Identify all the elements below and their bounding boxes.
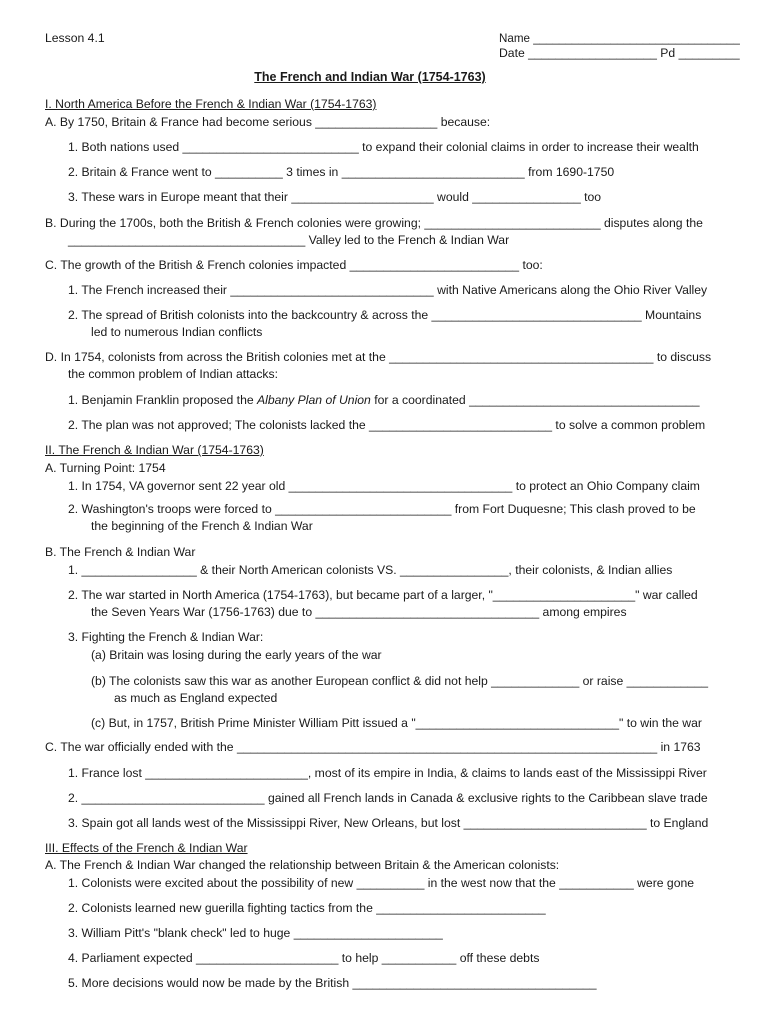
section-1-item-c1: 1. The French increased their ______________________________ with Native Americans along the Ohio River Valley [68, 283, 708, 297]
section-2-item-c1: 1. France lost ________________________, most of its empire in India, & claims to lands east of the Mississippi River [68, 766, 707, 780]
section-3-item-a5: 5. More decisions would now be made by the British ____________________________________ [68, 976, 597, 990]
section-3-item-a2: 2. Colonists learned new guerilla fighting tactics from the _________________________ [68, 901, 546, 915]
section-2-item-a2-line2: the beginning of the French & Indian War [91, 519, 313, 533]
section-3-item-a3: 3. William Pitt's "blank check" led to huge ______________________ [68, 926, 443, 940]
section-1-item-a: A. By 1750, Britain & France had become serious __________________ because: [45, 115, 491, 129]
section-1-item-d-line1: D. In 1754, colonists from across the British colonies met at the _______________________________________ to discuss [45, 350, 712, 364]
albany-plan-text: Albany Plan of Union [257, 393, 371, 407]
section-2-item-b3: 3. Fighting the French & Indian War: [68, 630, 264, 644]
section-1-item-b-line2: ___________________________________ Valley led to the French & Indian War [68, 233, 510, 247]
section-2-item-b2-line2: the Seven Years War (1756-1763) due to _________________________________ among empires [91, 605, 627, 619]
section-2-item-a2-line1: 2. Washington's troops were forced to __________________________ from Fort Duquesne; This clash proved to be [68, 502, 696, 516]
section-1-item-d2: 2. The plan was not approved; The colonists lacked the ___________________________ to solve a common problem [68, 418, 706, 432]
section-1-item-a3: 3. These wars in Europe meant that their _____________________ would ________________ too [68, 190, 602, 204]
section-1-item-d1 [68, 393, 700, 408]
section-2-item-b2-line1: 2. The war started in North America (1754-1763), but became part of a larger, "_____________________" war called [68, 588, 698, 602]
section-1-item-d-line2: the common problem of Indian attacks: [68, 367, 279, 381]
section-2-item-c: C. The war officially ended with the ______________________________________________________________ in 1763 [45, 740, 701, 754]
date-period-field[interactable]: Date ___________________ Pd _________ [499, 46, 740, 60]
section-1-item-a2: 2. Britain & France went to __________ 3 times in ___________________________ from 1690-1750 [68, 165, 615, 179]
section-2-item-b3b-line1: (b) The colonists saw this war as another European conflict & did not help _____________ or raise ____________ [91, 674, 709, 688]
section-3-item-a4: 4. Parliament expected _____________________ to help ___________ off these debts [68, 951, 540, 965]
section-3-item-a1: 1. Colonists were excited about the possibility of new __________ in the west now that the ___________ were gone [68, 876, 695, 890]
section-2-item-b1: 1. _________________ & their North American colonists VS. ________________, their colonists, & Indian allies [68, 563, 673, 577]
lesson-label: Lesson 4.1 [45, 31, 105, 45]
section-3-heading: III. Effects of the French & Indian War [45, 841, 248, 855]
section-2-item-a1: 1. In 1754, VA governor sent 22 year old _________________________________ to protect an Ohio Company claim [68, 479, 700, 493]
section-1-item-a1: 1. Both nations used __________________________ to expand their colonial claims in order to increase their wealth [68, 140, 699, 154]
section-1-item-c: C. The growth of the British & French colonies impacted _________________________ too: [45, 258, 543, 272]
d1-suffix: for a coordinated __________________________________ [370, 393, 700, 407]
section-2-item-b: B. The French & Indian War [45, 545, 196, 559]
section-2-item-b3c: (c) But, in 1757, British Prime Minister William Pitt issued a "______________________________" to win the war [91, 716, 702, 730]
page-title: The French and Indian War (1754-1763) [254, 69, 486, 84]
section-2-item-c2: 2. ___________________________ gained all French lands in Canada & exclusive rights to the Caribbean slave trade [68, 791, 708, 805]
section-3-item-a: A. The French & Indian War changed the relationship between Britain & the American colonists: [45, 858, 560, 872]
section-2-heading: II. The French & Indian War (1754-1763) [45, 443, 264, 457]
section-2-item-b3b-line2: as much as England expected [114, 691, 278, 705]
section-1-heading: I. North America Before the French & Indian War (1754-1763) [45, 97, 377, 111]
section-2-item-a: A. Turning Point: 1754 [45, 461, 166, 475]
section-1-item-c2-line1: 2. The spread of British colonists into the backcountry & across the _______________________________ Mountains [68, 308, 702, 322]
section-2-item-c3: 3. Spain got all lands west of the Mississippi River, New Orleans, but lost ___________________________ to England [68, 816, 709, 830]
section-2-item-b3a: (a) Britain was losing during the early years of the war [91, 648, 382, 662]
d1-prefix: 1. Benjamin Franklin proposed the [68, 393, 258, 407]
section-1-item-b-line1: B. During the 1700s, both the British & French colonies were growing; __________________________ disputes along the [45, 216, 703, 230]
section-1-item-c2-line2: led to numerous Indian conflicts [91, 325, 263, 339]
name-field[interactable]: Name ________________________________ [499, 31, 740, 45]
